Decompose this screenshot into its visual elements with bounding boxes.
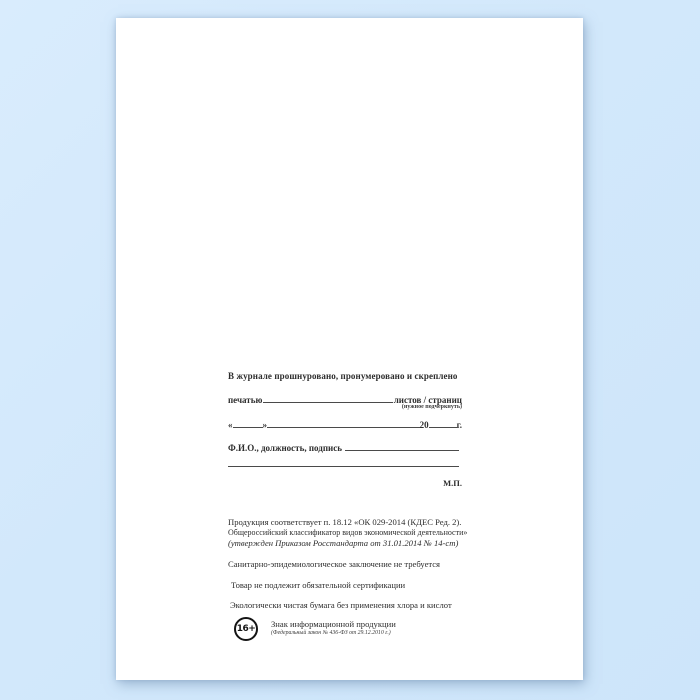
info-product-title: Знак информационной продукции bbox=[271, 619, 396, 629]
federal-law-reference: (Федеральный закон № 436-ФЗ от 29.12.2010 г.) bbox=[271, 630, 391, 636]
compliance-line2: Общероссийский классификатор видов экономической деятельности» bbox=[228, 527, 468, 537]
age-rating-16-icon: 16+ bbox=[234, 617, 258, 641]
info-product-text bbox=[271, 617, 396, 637]
year-blank-field bbox=[429, 418, 457, 428]
stitched-certification-line: В журнале прошнуровано, пронумеровано и скреплено bbox=[228, 371, 458, 381]
open-quote: « bbox=[228, 420, 233, 430]
no-certification-note: Товар не подлежит обязательной сертификации bbox=[231, 580, 406, 590]
document-page bbox=[116, 18, 583, 680]
extra-blank-field bbox=[228, 466, 459, 467]
signature-label: Ф.И.О., должность, подпись bbox=[228, 443, 342, 453]
compliance-line1: Продукция соответствует п. 18.12 «ОК 029-2014 (КДЕС Ред. 2). bbox=[228, 517, 462, 527]
info-product-mark bbox=[228, 617, 462, 641]
day-blank-field bbox=[233, 418, 263, 428]
date-line bbox=[228, 418, 462, 431]
sanitary-note: Санитарно-эпидемиологическое заключение не требуется bbox=[228, 559, 441, 569]
signature-line bbox=[228, 441, 462, 454]
seal-prefix-label: печатью bbox=[228, 395, 263, 405]
close-quote: » bbox=[262, 420, 267, 430]
compliance-paragraph bbox=[228, 517, 468, 549]
sheets-pages-label: листов / страниц bbox=[393, 395, 462, 405]
signature-blank-field bbox=[345, 441, 459, 451]
back-cover-content bbox=[228, 371, 468, 661]
underline-needed-hint: (нужное подчеркнуть) bbox=[401, 404, 462, 410]
year-prefix-label: 20 bbox=[419, 420, 429, 430]
sheets-count-blank-field bbox=[263, 393, 392, 403]
eco-paper-note: Экологически чистая бумага без применения хлора и кислот bbox=[230, 600, 452, 610]
compliance-line3: (утвержден Приказом Росстандарта от 31.01.2014 № 14-ст) bbox=[228, 538, 459, 548]
month-blank-field bbox=[267, 418, 420, 428]
year-suffix-label: г. bbox=[456, 420, 462, 430]
stamp-place-abbr: М.П. bbox=[443, 478, 462, 488]
